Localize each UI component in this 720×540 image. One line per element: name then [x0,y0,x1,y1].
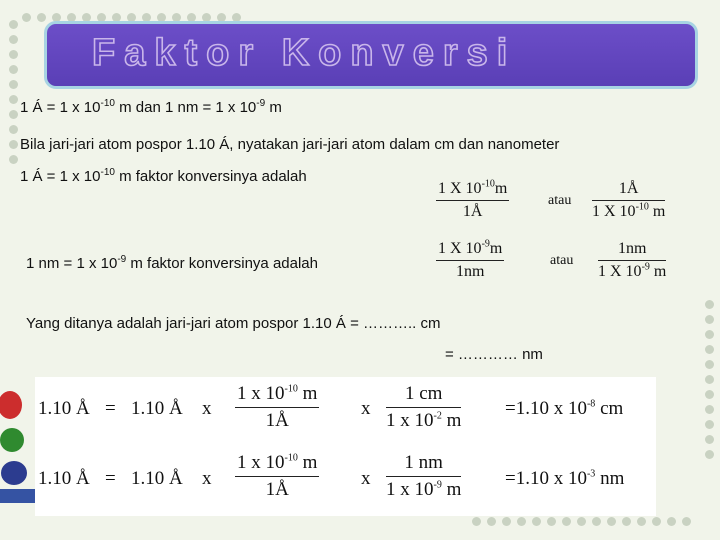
question-text: Bila jari-jari atom pospor 1.10 Á, nyatakan jari-jari atom dalam cm dan nanometer [20,136,560,153]
row1-fa-num-exp: -10 [284,383,298,395]
f2-den: 1 X 10 [592,203,636,220]
row1-fb-den-unit: m [441,410,462,431]
row2-eq: = [105,468,116,489]
line3-post: m faktor konversinya adalah [114,168,307,185]
nm-factor-text [26,255,318,272]
row1-lhs: 1.10 Å [38,398,90,419]
row1-res-unit: cm [595,398,624,419]
line1-mid: m dan 1 nm = 1 x 10 [114,99,257,116]
row2-times-1: x [202,468,212,489]
right-dot-border [705,300,714,459]
decorative-shapes [0,385,38,505]
row1-times-1: x [202,398,212,419]
row2-fb-den-unit: m [441,479,462,500]
f2-den-unit: m [648,203,666,220]
row1-res-exp: -8 [586,398,596,410]
line4-pre: 1 nm = 1 x 10 [26,255,118,272]
f1-den: 1Å [462,203,483,220]
row2-res: =1.10 x 10 [505,468,587,489]
row2-fa-num: 1 x 10 [237,452,285,473]
row1-result [505,398,623,420]
row2-result [505,468,624,490]
fraction-nm-per-m [598,240,666,281]
row1-fa-num: 1 x 10 [237,383,285,404]
f3-den: 1nm [455,263,485,280]
row2-fraction-b [386,452,461,501]
f4-num: 1nm [617,240,647,257]
fraction-m-per-nm [436,240,504,281]
row1-fb-num: 1 cm [404,383,443,404]
f1-num: 1 X 10 [438,180,482,197]
row1-mid: 1.10 Å [131,398,183,419]
line3-pre: 1 Á = 1 x 10 [20,168,101,185]
f3-num-unit: m [489,240,503,257]
fraction-m-per-angstrom [436,180,509,221]
row1-fa-den: 1Å [265,410,289,431]
row1-eq: = [105,398,116,419]
page-title: Faktor Konversi [92,32,517,74]
row2-fb-den: 1 x 10 [386,479,434,500]
f2-num: 1Å [618,180,639,197]
row2-times-2: x [361,468,371,489]
f3-num-exp: -9 [481,238,490,250]
row2-fraction-a [235,452,319,501]
row2-fb-den-exp: -9 [433,479,442,491]
row1-res: =1.10 x 10 [505,398,587,419]
line3-exp: -10 [100,167,115,178]
row2-fa-den: 1Å [265,479,289,500]
line1-pre: 1 Á = 1 x 10 [20,99,101,116]
row1-fa-num-unit: m [297,383,318,404]
solution-panel [35,377,656,516]
angstrom-factor-text [20,168,307,185]
row2-res-unit: nm [595,468,625,489]
left-dot-border [9,20,18,164]
line1-exp1: -10 [100,98,115,109]
row2-fb-num: 1 nm [404,452,443,473]
row1-fraction-b [386,383,461,432]
asked-nm-text: = ………… nm [445,346,543,363]
row2-mid: 1.10 Å [131,468,183,489]
f1-num-unit: m [494,180,508,197]
f1-num-exp: -10 [481,178,495,190]
row2-lhs: 1.10 Å [38,468,90,489]
line1-exp2: -9 [256,98,266,109]
bottom-dot-border [472,517,691,526]
row1-fraction-a [235,383,319,432]
asked-text: Yang ditanya adalah jari-jari atom pospor 1.10 Á = ……….. cm [26,315,441,332]
line1-post: m [265,99,282,116]
row2-fa-num-exp: -10 [284,452,298,464]
atau-label-2: atau [550,253,574,268]
f4-den: 1 X 10 [598,263,642,280]
fraction-angstrom-per-m [592,180,665,221]
row1-fb-den-exp: -2 [433,410,442,422]
f4-den-unit: m [649,263,667,280]
line4-post: m faktor konversinya adalah [126,255,318,272]
row2-fa-num-unit: m [297,452,318,473]
line4-exp: -9 [117,254,127,265]
f4-den-exp: -9 [641,261,650,273]
row1-fb-den: 1 x 10 [386,410,434,431]
row1-times-2: x [361,398,371,419]
line-definition [20,99,282,116]
atau-label-1: atau [548,193,572,208]
row2-res-exp: -3 [586,468,596,480]
f3-num: 1 X 10 [438,240,482,257]
f2-den-exp: -10 [635,201,649,213]
